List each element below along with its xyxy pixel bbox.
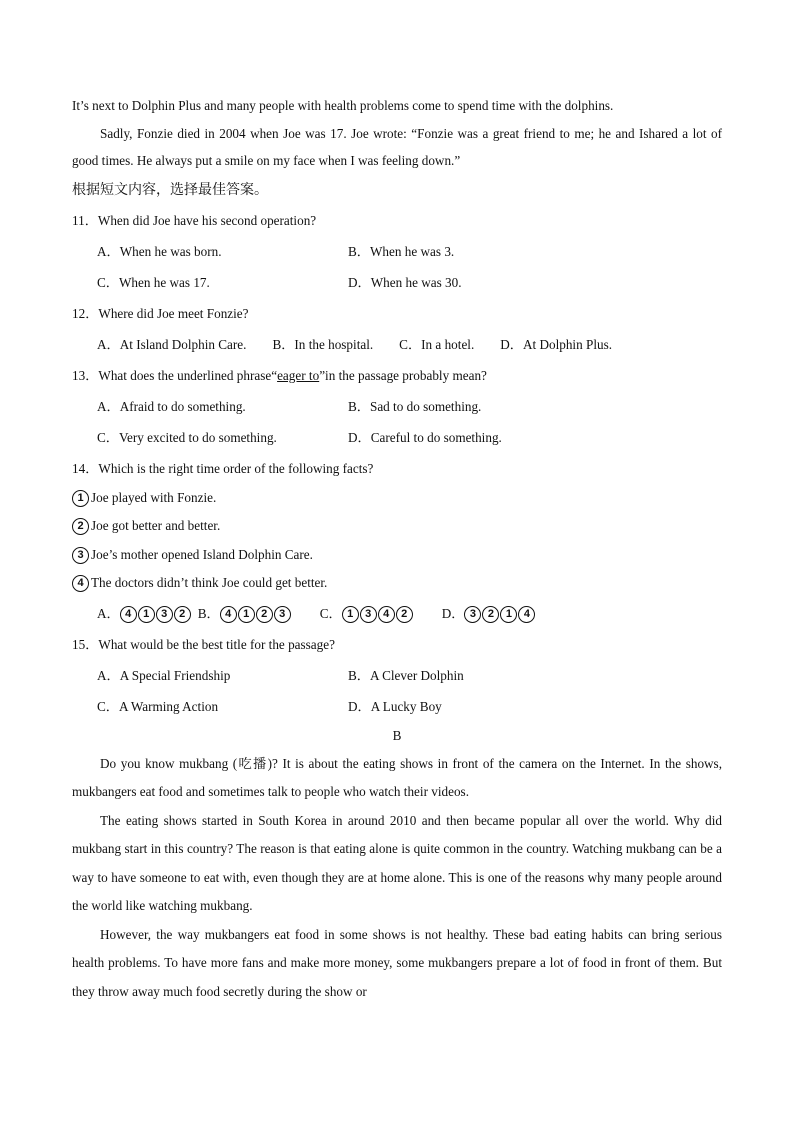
- option-b: B．When he was 3.: [348, 243, 455, 259]
- circled-number: 1: [72, 490, 89, 507]
- option-d: D．At Dolphin Plus.: [500, 336, 613, 352]
- option-a: A．A Special Friendship: [97, 667, 231, 683]
- circled-number: 4: [72, 575, 89, 592]
- circled-number: 1: [138, 606, 155, 623]
- option-a: [97, 606, 192, 621]
- option-letter: B．: [197, 605, 220, 621]
- circled-number: 3: [274, 606, 291, 623]
- option-b: [198, 606, 292, 621]
- question-13-options-row-2: [72, 422, 722, 453]
- passage-paragraph: It’s next to Dolphin Plus and many people with health problems come to spend time with the dolphins.: [72, 98, 614, 113]
- circled-number: 3: [464, 606, 481, 623]
- option-letter: A．: [97, 605, 120, 621]
- circled-number: 1: [342, 606, 359, 623]
- question-15-options-row-1: [72, 660, 722, 691]
- option-c: C．A Warming Action: [97, 698, 219, 714]
- question-11-options-row-1: [72, 236, 722, 267]
- question-15-options-row-2: [72, 691, 722, 722]
- circled-number: 3: [156, 606, 173, 623]
- passage-paragraph: Do you know mukbang (吃播)? It is about the eating shows in front of the camera on the Internet. In the shows, mukbangers eat food and sometimes talk to people who watch their videos.: [72, 755, 722, 799]
- question-14-facts: [72, 484, 722, 598]
- option-c: C．Very excited to do something.: [97, 429, 277, 445]
- passage-paragraph: Sadly, Fonzie died in 2004 when Joe was 17. Joe wrote: “Fonzie was a great friend to me; he and Ishared a lot of good times. He always put a smile on my face when I was feeling down.”: [72, 125, 722, 168]
- option-d: D．Careful to do something.: [348, 429, 502, 445]
- question-11-options-row-2: [72, 267, 722, 298]
- option-c: [320, 606, 414, 621]
- question-12-options: [72, 329, 722, 360]
- fact-text: Joe’s mother opened Island Dolphin Care.: [91, 546, 313, 562]
- fact-text: Joe played with Fonzie.: [91, 489, 217, 505]
- option-letter: C．: [319, 605, 342, 621]
- circled-number: 4: [518, 606, 535, 623]
- option-d: [442, 606, 537, 621]
- passage-paragraph: However, the way mukbangers eat food in some shows is not healthy. These bad eating habits can bring serious health problems. To have more fans and make more money, some mukbangers prepare a lot of food in front of them. But they throw away much food secretly during the show or: [72, 926, 722, 999]
- fact-text: Joe got better and better.: [91, 518, 221, 533]
- option-b: B．Sad to do something.: [348, 398, 482, 414]
- option-d: D．A Lucky Boy: [348, 698, 442, 714]
- option-d: D．When he was 30.: [348, 274, 462, 290]
- underlined-phrase: eager to: [277, 367, 320, 383]
- stem-text: ”in the passage probably mean?: [319, 367, 487, 383]
- question-13-options-row-1: [72, 391, 722, 422]
- fact-text: The doctors didn’t think Joe could get better.: [91, 575, 328, 590]
- fact-item: [72, 484, 722, 513]
- circled-number: 2: [174, 606, 191, 623]
- circled-number: 4: [120, 606, 137, 623]
- stem-text: 13．What does the underlined phrase“: [72, 367, 278, 383]
- option-a: A．When he was born.: [97, 243, 222, 259]
- question-13-stem: [72, 360, 722, 391]
- question-12-stem: 12．Where did Joe meet Fonzie?: [72, 305, 249, 321]
- circled-number: 3: [360, 606, 377, 623]
- question-11-stem: 11．When did Joe have his second operation?: [72, 212, 317, 228]
- circled-number: 1: [500, 606, 517, 623]
- option-a: A．At Island Dolphin Care.: [97, 336, 247, 352]
- circled-number: 4: [220, 606, 237, 623]
- circled-number: 2: [72, 518, 89, 535]
- document-page: [72, 92, 722, 1006]
- circled-number: 4: [378, 606, 395, 623]
- section-heading: B: [392, 727, 402, 743]
- fact-item: [72, 569, 722, 598]
- option-c: C．When he was 17.: [97, 274, 210, 290]
- circled-number: 2: [396, 606, 413, 623]
- question-15-stem: 15．What would be the best title for the passage?: [72, 636, 335, 652]
- option-letter: D．: [441, 605, 465, 621]
- option-c: C．In a hotel.: [399, 336, 475, 352]
- circled-number: 3: [72, 547, 89, 564]
- circled-number: 2: [256, 606, 273, 623]
- question-14-options: [72, 598, 722, 629]
- instruction-text: 根据短文内容，选择最佳答案。: [72, 181, 268, 198]
- circled-number: 1: [238, 606, 255, 623]
- circled-number: 2: [482, 606, 499, 623]
- fact-item: [72, 541, 722, 570]
- option-b: B．A Clever Dolphin: [348, 667, 464, 683]
- fact-item: [72, 512, 722, 541]
- option-b: B．In the hospital.: [272, 336, 374, 352]
- question-14-stem: 14．Which is the right time order of the following facts?: [72, 460, 374, 476]
- passage-paragraph: The eating shows started in South Korea in around 2010 and then became popular all over the world. Why did mukbang start in this country? The reason is that eating alone is quite common in the country. Watching mukbang can be a way to have someone to eat with, even though they are at home alone. This is one of the reasons why many people around the world like watching mukbang.: [72, 812, 722, 913]
- option-a: A．Afraid to do something.: [97, 398, 246, 414]
